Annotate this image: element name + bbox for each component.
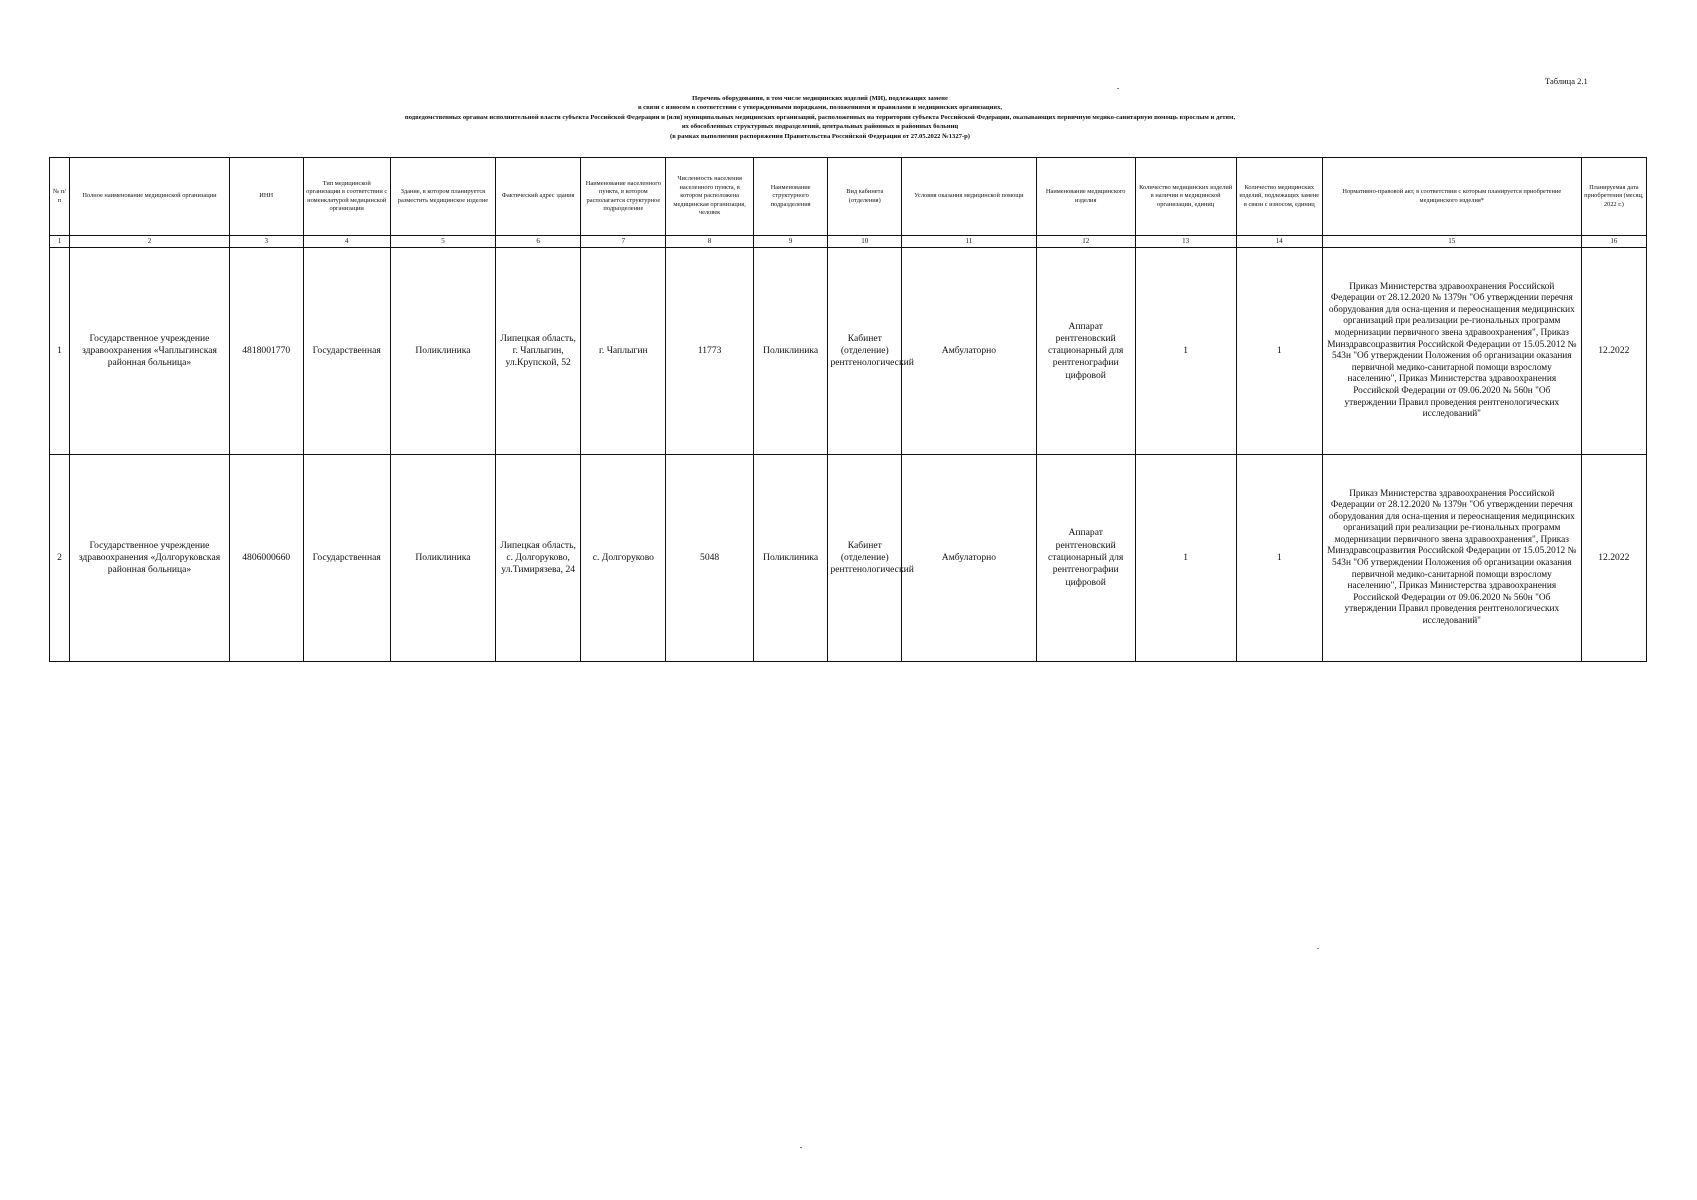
- title-line: в связи с износом в соответствии с утвержденными порядками, положениями и правилами в медицинских организациях,: [637, 104, 1003, 112]
- scan-speck: [1117, 88, 1119, 89]
- cell-cabinet: Кабинет (отделение) рентгенологический: [828, 248, 902, 455]
- cell-org-name: Государственное учреждение здравоохранения «Долгоруковская районная больница»: [69, 455, 229, 662]
- column-number: 7: [581, 236, 666, 248]
- col-header-inn: ИНН: [229, 158, 303, 236]
- title-line: (в рамках выполнения распоряжения Правительства Российской Федерации от 27.05.2022 №1327-р): [670, 132, 970, 140]
- col-header-population: Численность населения населенного пункта, в котором расположена медицинская организация, человек: [666, 158, 753, 236]
- cell-legal-act: Приказ Министерства здравоохранения Российской Федерации от 28.12.2020 № 1379н "Об утверждении перечня оборудования для осна-щения и переоснащения медицинских организаций при реализации ре-гиональных программ модернизации первичного звена здравоохранения", Приказ Минздравсоцразвития Российской Федерации от 15.05.2012 № 543н "Об утверждении Положения об организации оказания первичной медико-санитарной помощи взрослому населению", Приказ Министерства здравоохранения Российской Федерации от 09.06.2020 № 560н "Об утверждении Правил проведения рентгенологических исследований": [1322, 455, 1581, 662]
- cell-settlement: с. Долгоруково: [581, 455, 666, 662]
- column-number: 14: [1236, 236, 1322, 248]
- cell-num: 1: [50, 248, 70, 455]
- table-row: [50, 455, 1647, 662]
- equipment-table: [49, 157, 1647, 662]
- cell-settlement: г. Чаплыгин: [581, 248, 666, 455]
- col-header-legal-act: Нормативно-правовой акт, в соответствии с которым планируется приобретение медицинского изделия*: [1322, 158, 1581, 236]
- column-number: 12: [1036, 236, 1135, 248]
- column-number: 16: [1581, 236, 1646, 248]
- column-number: 10: [828, 236, 902, 248]
- column-number: 3: [229, 236, 303, 248]
- title-line: их обособленных структурных подразделений, центральных районных и районных больниц: [681, 123, 959, 131]
- column-number-row: [50, 236, 1647, 248]
- cell-building: Поликлиника: [390, 248, 495, 455]
- column-number: 1: [50, 236, 70, 248]
- column-number: 5: [390, 236, 495, 248]
- col-header-org-name: Полное наименование медицинской организации: [69, 158, 229, 236]
- cell-inn: 4806000660: [229, 455, 303, 662]
- col-header-qty-replace: Количество медицинских изделий, подлежащих замене в связи с износом, единиц: [1236, 158, 1322, 236]
- column-number: 9: [753, 236, 828, 248]
- cell-num: 2: [50, 455, 70, 662]
- column-number: 4: [303, 236, 390, 248]
- cell-legal-act: Приказ Министерства здравоохранения Российской Федерации от 28.12.2020 № 1379н "Об утверждении перечня оборудования для осна-щения и переоснащения медицинских организаций при реализации ре-гиональных программ модернизации первичного звена здравоохранения", Приказ Минздравсоцразвития Российской Федерации от 15.05.2012 № 543н "Об утверждении Положения об организации оказания первичной медико-санитарной помощи взрослому населению", Приказ Министерства здравоохранения Российской Федерации от 09.06.2020 № 560н "Об утверждении Правил проведения рентгенологических исследований": [1322, 248, 1581, 455]
- cell-address: Липецкая область, с. Долгоруково, ул.Тимирязева, 24: [496, 455, 581, 662]
- column-number: 13: [1135, 236, 1236, 248]
- column-number: 2: [69, 236, 229, 248]
- column-number: 8: [666, 236, 753, 248]
- title-line: подведомственных органам исполнительной власти субъекта Российской Федерации и (или) муниципальных медицинских организаций, расположенных на территории субъекта Российской Федерации, оказывающих первичную медико-санитарную помощь взрослым и детям,: [404, 113, 1236, 121]
- col-header-cabinet: Вид кабинета (отделения): [828, 158, 902, 236]
- col-header-conditions: Условия оказания медицинской помощи: [902, 158, 1037, 236]
- cell-inn: 4818001770: [229, 248, 303, 455]
- table-header-row: [50, 158, 1647, 236]
- cell-device: Аппарат рентгеновский стационарный для рентгенографии цифровой: [1036, 248, 1135, 455]
- cell-date: 12.2022: [1581, 455, 1646, 662]
- col-header-org-type: Тип медицинской организации в соответствии с номенклатурой медицинской организации: [303, 158, 390, 236]
- cell-org-type: Государственная: [303, 248, 390, 455]
- col-header-building: Здание, в котором планируется разместить медицинское изделие: [390, 158, 495, 236]
- cell-subdivision: Поликлиника: [753, 455, 828, 662]
- cell-device: Аппарат рентгеновский стационарный для рентгенографии цифровой: [1036, 455, 1135, 662]
- col-header-num: № п/п: [50, 158, 70, 236]
- cell-org-name: Государственное учреждение здравоохранения «Чаплыгинская районная больница»: [69, 248, 229, 455]
- scan-speck: [800, 1147, 802, 1148]
- cell-qty-replace: 1: [1236, 248, 1322, 455]
- cell-address: Липецкая область, г. Чаплыгин, ул.Крупской, 52: [496, 248, 581, 455]
- table-label: Таблица 2.1: [1545, 76, 1588, 86]
- cell-qty-available: 1: [1135, 455, 1236, 662]
- title-line: Перечень оборудования, в том числе медицинских изделий (МИ), подлежащих замене: [692, 95, 948, 102]
- cell-population: 11773: [666, 248, 753, 455]
- col-header-qty-available: Количество медицинских изделий в наличии в медицинской организации, единиц: [1135, 158, 1236, 236]
- scan-speck: [1317, 948, 1319, 949]
- cell-date: 12.2022: [1581, 248, 1646, 455]
- cell-org-type: Государственная: [303, 455, 390, 662]
- table-row: [50, 248, 1647, 455]
- cell-conditions: Амбулаторно: [902, 455, 1037, 662]
- cell-conditions: Амбулаторно: [902, 248, 1037, 455]
- cell-cabinet: Кабинет (отделение) рентгенологический: [828, 455, 902, 662]
- cell-qty-replace: 1: [1236, 455, 1322, 662]
- cell-population: 5048: [666, 455, 753, 662]
- cell-subdivision: Поликлиника: [753, 248, 828, 455]
- col-header-address: Фактический адрес здания: [496, 158, 581, 236]
- document-title: [290, 94, 1350, 141]
- col-header-subdivision: Наименование структурного подразделения: [753, 158, 828, 236]
- col-header-settlement: Наименование населенного пункта, в котором располагается структурное подразделение: [581, 158, 666, 236]
- col-header-date: Планируемая дата приобретения (месяц, 2022 г.): [1581, 158, 1646, 236]
- cell-qty-available: 1: [1135, 248, 1236, 455]
- column-number: 15: [1322, 236, 1581, 248]
- column-number: 6: [496, 236, 581, 248]
- column-number: 11: [902, 236, 1037, 248]
- col-header-device: Наименование медицинского изделия: [1036, 158, 1135, 236]
- cell-building: Поликлиника: [390, 455, 495, 662]
